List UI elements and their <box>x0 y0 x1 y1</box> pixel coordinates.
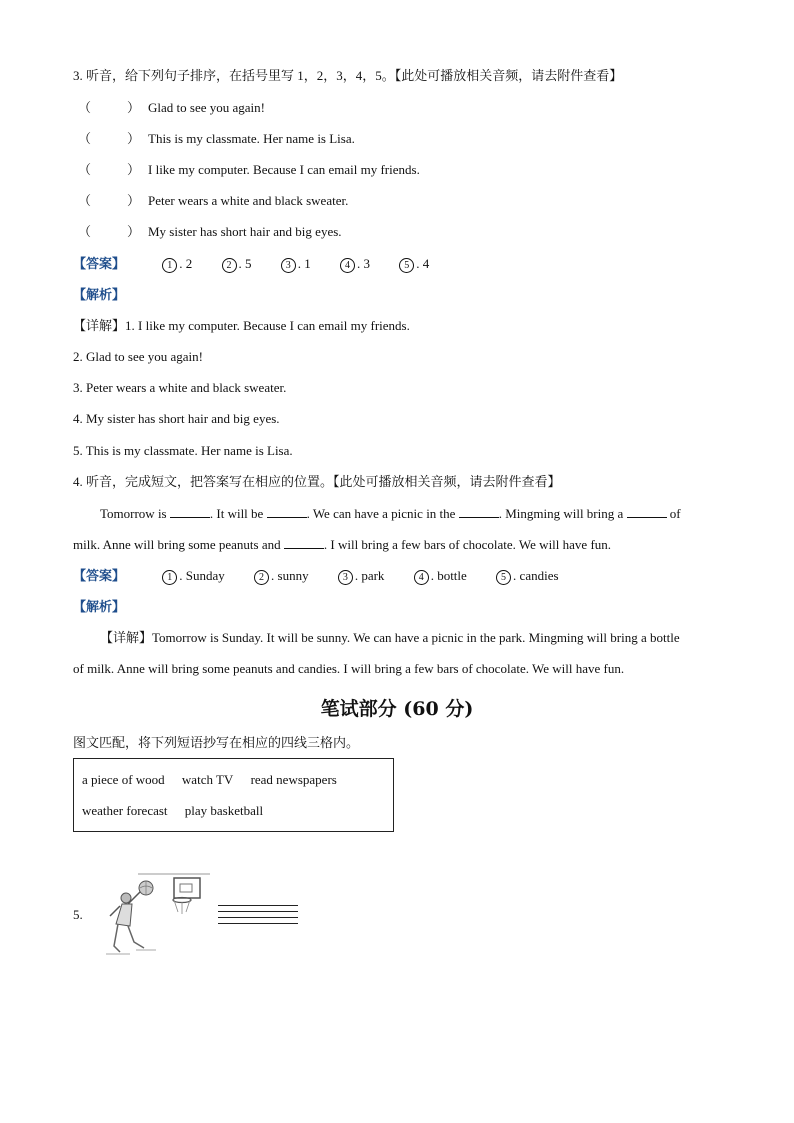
q4-passage-line-2: milk. Anne will bring some peanuts and . I will bring a few bars of chocolate. We will have fun. <box>73 537 612 552</box>
phrase: a piece of wood <box>82 772 165 787</box>
answer-5: 5 . 4 <box>399 256 429 273</box>
phrase: weather forecast <box>82 803 168 818</box>
answer-tag: 【答案】 <box>73 256 126 271</box>
q4-answer-row <box>73 568 585 585</box>
blank-2[interactable] <box>267 506 307 518</box>
answer-2: 2 . sunny <box>254 568 309 585</box>
q3-detail-5: 5. This is my classmate. Her name is Lisa. <box>73 443 293 458</box>
q3-detail-4: 4. My sister has short hair and big eyes. <box>73 411 280 426</box>
answer-3: 3 . park <box>338 568 385 585</box>
q4-passage-line-1: Tomorrow is . It will be . We can have a picnic in the . Mingming will bring a of <box>100 506 681 521</box>
answer-5: 5 . candies <box>496 568 558 585</box>
q3-item-3: （ ） I like my computer. Because I can email my friends. <box>78 162 420 177</box>
q4-instruction: 4. 听音，完成短文，把答案写在相应的位置。【此处可播放相关音频，请去附件查看】 <box>73 474 561 489</box>
basketball-player-icon <box>100 872 212 960</box>
blank-5[interactable] <box>284 537 324 549</box>
blank-3[interactable] <box>459 506 499 518</box>
q3-item-1: （ ） Glad to see you again! <box>78 100 265 115</box>
answer-1: 1 . Sunday <box>162 568 225 585</box>
analysis-tag: 【解析】 <box>73 599 126 614</box>
answer-4: 4 . 3 <box>340 256 370 273</box>
answer-4: 4 . bottle <box>414 568 467 585</box>
q4-detail-line-2: of milk. Anne will bring some peanuts and candies. I will bring a few bars of chocolate. We will have fun. <box>73 661 625 676</box>
answer-2: 2 . 5 <box>222 256 252 273</box>
four-line-grid[interactable] <box>218 905 298 929</box>
written-instruction: 图文匹配，将下列短语抄写在相应的四线三格内。 <box>73 735 360 750</box>
analysis-tag: 【解析】 <box>73 287 126 302</box>
section-title: 笔试部分 (60 分) <box>320 698 474 720</box>
q3-item-4: （ ） Peter wears a white and black sweater. <box>78 193 349 208</box>
phrase-row-2 <box>82 803 277 819</box>
phrase: read newspapers <box>250 772 337 787</box>
basketball-player-picture <box>100 872 212 960</box>
phrase: play basketball <box>184 803 264 818</box>
blank-4[interactable] <box>627 506 667 518</box>
q3-item-2: （ ） This is my classmate. Her name is Lisa. <box>78 131 355 146</box>
phrase-box <box>73 758 394 832</box>
phrase: watch TV <box>181 772 234 787</box>
answer-tag: 【答案】 <box>73 568 126 583</box>
q3-instruction: 3. 听音，给下列句子排序，在括号里写 1，2，3，4，5。【此处可播放相关音频，请去附件查看】 <box>73 68 623 83</box>
q5-label: 5. <box>73 907 83 922</box>
q4-detail-line-1: 【详解】Tomorrow is Sunday. It will be sunny. We can have a picnic in the park. Mingming will bring a bottle <box>100 630 680 645</box>
q3-detail-3: 3. Peter wears a white and black sweater. <box>73 380 287 395</box>
q3-detail-2: 2. Glad to see you again! <box>73 349 203 364</box>
q3-detail-1: 【详解】1. I like my computer. Because I can email my friends. <box>73 318 410 333</box>
q3-item-5: （ ） My sister has short hair and big eyes. <box>78 224 342 239</box>
answer-3: 3 . 1 <box>281 256 311 273</box>
blank-1[interactable] <box>170 506 210 518</box>
answer-1: 1 . 2 <box>162 256 192 273</box>
phrase-row-1 <box>82 772 351 788</box>
q3-answer-row <box>73 256 455 273</box>
